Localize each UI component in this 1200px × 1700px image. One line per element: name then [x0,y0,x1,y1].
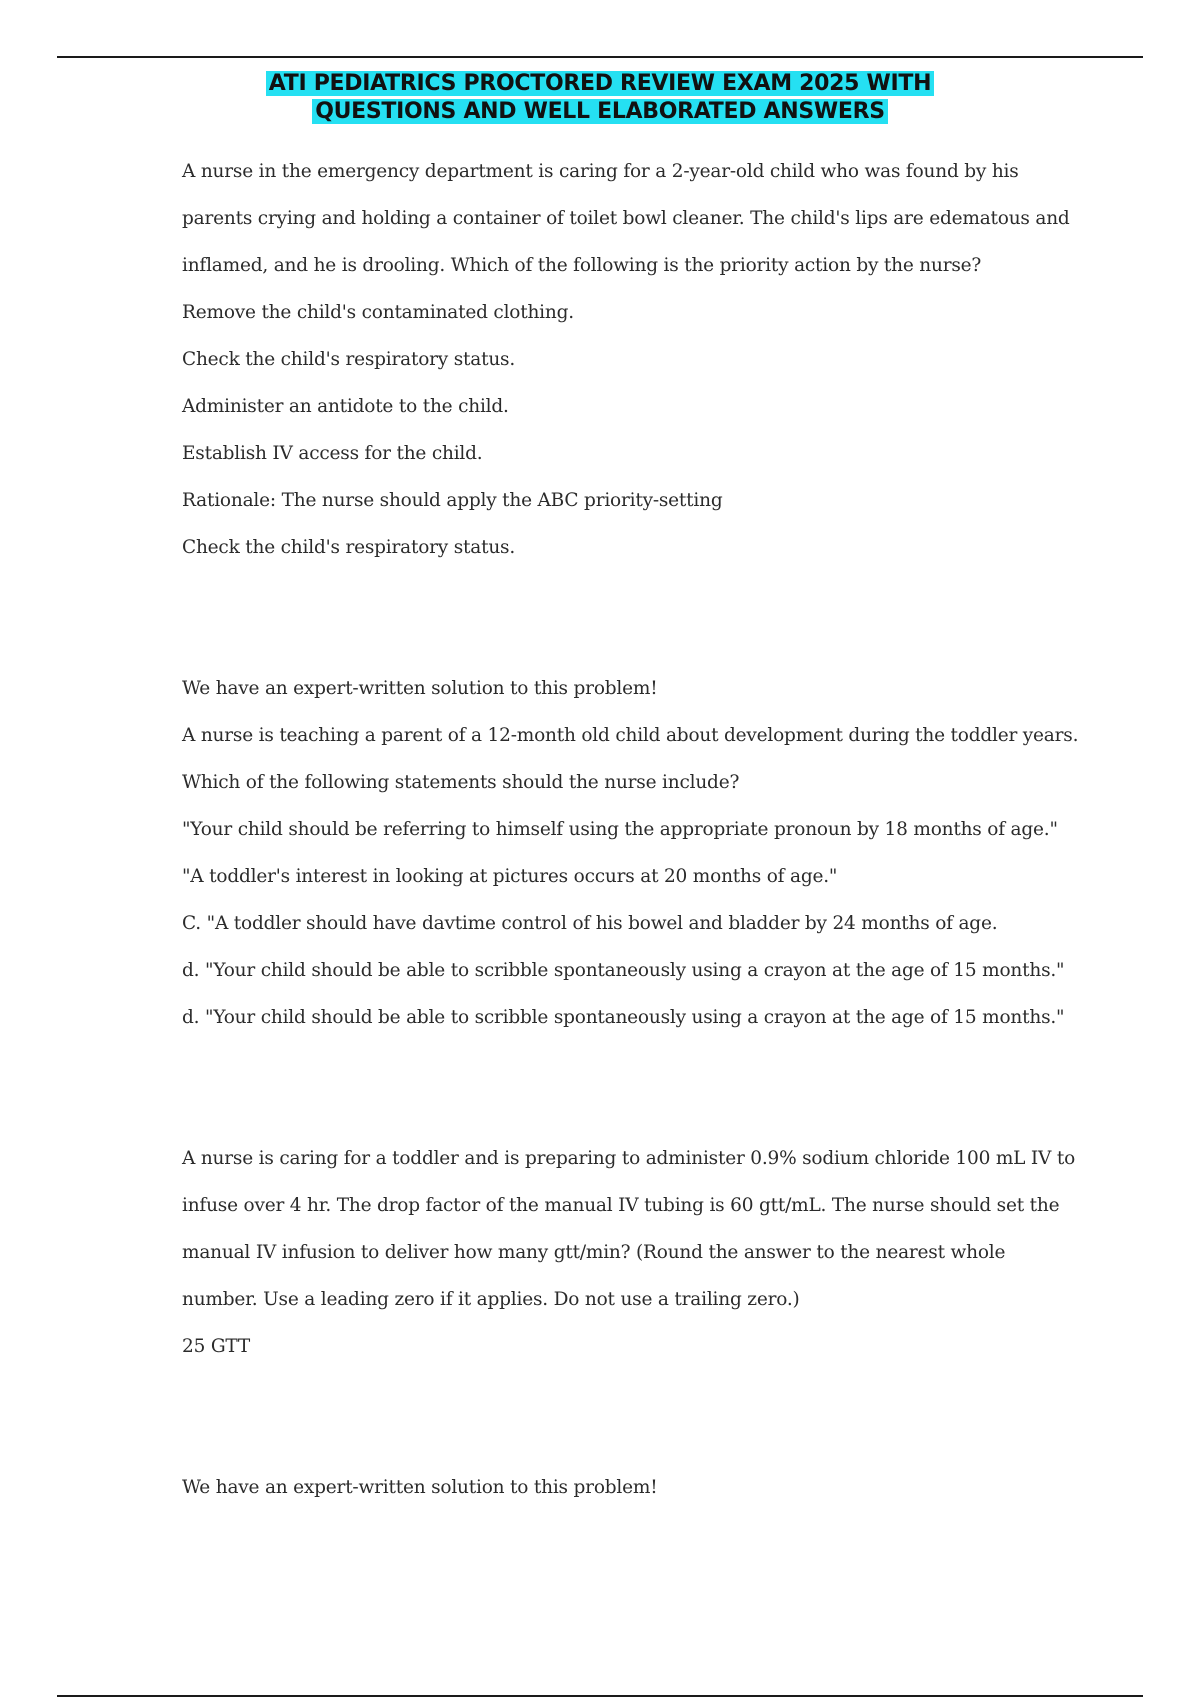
answer-option: Establish IV access for the child. [182,443,483,464]
answer-option: Administer an antidote to the child. [182,396,509,417]
question-stem-line: parents crying and holding a container of toilet bowl cleaner. The child's lips are edematous and [182,208,1070,229]
title-line-1: ATI PEDIATRICS PROCTORED REVIEW EXAM 2025 WITH [266,71,934,96]
spacer [182,1041,1082,1135]
question-stem-line: A nurse in the emergency department is caring for a 2-year-old child who was found by his [182,161,1019,182]
answer-option: "A toddler's interest in looking at pictures occurs at 20 months of age." [182,866,838,887]
question-stem-line: manual IV infusion to deliver how many gtt/min? (Round the answer to the nearest whole [182,1242,1006,1263]
top-rule [57,56,1143,58]
document-body [182,148,1082,1511]
answer-option: C. "A toddler should have davtime control of his bowel and bladder by 24 months of age. [182,913,998,934]
answer-option: "Your child should be referring to himself using the appropriate pronoun by 18 months of age." [182,819,1058,840]
title-line-2: QUESTIONS AND WELL ELABORATED ANSWERS [312,99,888,124]
correct-answer: d. "Your child should be able to scribble spontaneously using a crayon at the age of 15 months." [182,1007,1065,1028]
correct-answer: 25 GTT [182,1336,251,1357]
correct-answer: Check the child's respiratory status. [182,537,516,558]
answer-option: Remove the child's contaminated clothing. [182,302,574,323]
spacer [182,1370,1082,1464]
question-stem-line: A nurse is teaching a parent of a 12-month old child about development during the toddler years. [182,725,1079,746]
question-1 [182,148,1082,571]
question-stem-line: A nurse is caring for a toddler and is preparing to administer 0.9% sodium chloride 100 mL IV to [182,1148,1076,1169]
answer-option: Check the child's respiratory status. [182,349,516,370]
spacer [182,571,1082,665]
question-3 [182,1135,1082,1370]
question-2 [182,712,1082,1041]
rationale: Rationale: The nurse should apply the ABC priority-setting [182,490,723,511]
question-stem-line: infuse over 4 hr. The drop factor of the manual IV tubing is 60 gtt/mL. The nurse should set the [182,1195,1060,1216]
answer-option: d. "Your child should be able to scribble spontaneously using a crayon at the age of 15 months." [182,960,1065,981]
solution-note: We have an expert-written solution to this problem! [182,678,658,699]
solution-note: We have an expert-written solution to this problem! [182,1477,658,1498]
question-stem-line: Which of the following statements should the nurse include? [182,772,740,793]
question-stem-line: number. Use a leading zero if it applies. Do not use a trailing zero.) [182,1289,800,1310]
document-title [0,70,1200,126]
question-stem-line: inflamed, and he is drooling. Which of the following is the priority action by the nurse? [182,255,982,276]
bottom-rule [57,1695,1143,1697]
